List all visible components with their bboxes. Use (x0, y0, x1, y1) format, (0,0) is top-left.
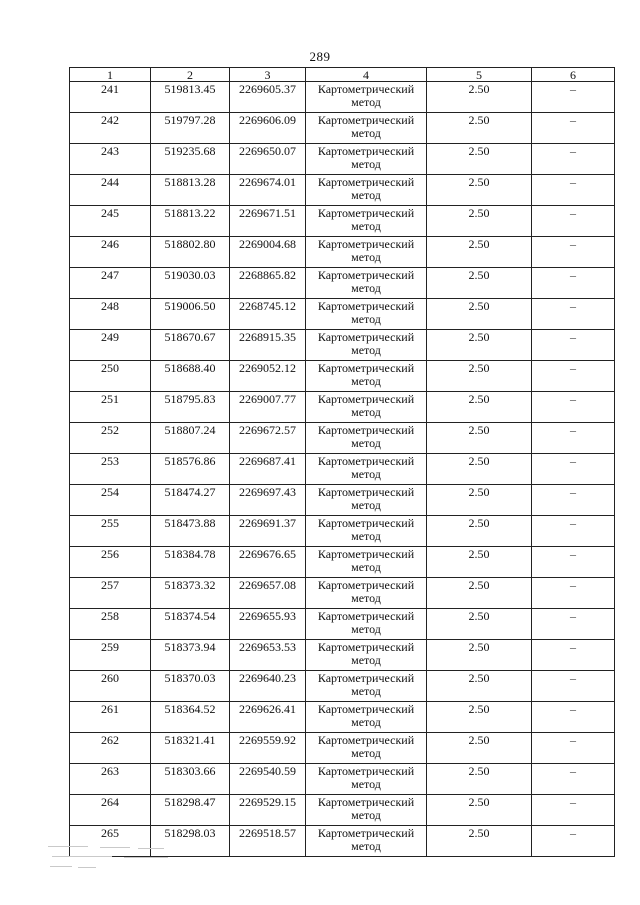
note-cell: – (532, 485, 615, 516)
accuracy-cell: 2.50 (427, 423, 532, 454)
accuracy-cell: 2.50 (427, 764, 532, 795)
point-number-cell: 265 (70, 826, 151, 857)
y-coordinate-cell: 2269687.41 (230, 454, 306, 485)
method-cell: Картометрический метод (306, 547, 427, 578)
point-number-cell: 264 (70, 795, 151, 826)
point-number-cell: 254 (70, 485, 151, 516)
table-row (70, 764, 615, 795)
column-number-row (70, 68, 615, 82)
method-cell: Картометрический метод (306, 423, 427, 454)
accuracy-cell: 2.50 (427, 268, 532, 299)
note-cell: – (532, 392, 615, 423)
table-row (70, 268, 615, 299)
x-coordinate-cell: 519235.68 (151, 144, 230, 175)
method-cell: Картометрический метод (306, 361, 427, 392)
note-cell: – (532, 609, 615, 640)
table-row (70, 330, 615, 361)
x-coordinate-cell: 518373.94 (151, 640, 230, 671)
note-cell: – (532, 144, 615, 175)
note-cell: – (532, 764, 615, 795)
y-coordinate-cell: 2269518.57 (230, 826, 306, 857)
y-coordinate-cell: 2269697.43 (230, 485, 306, 516)
point-number-cell: 241 (70, 82, 151, 113)
x-coordinate-cell: 519813.45 (151, 82, 230, 113)
table-row (70, 113, 615, 144)
column-header-4: 4 (306, 68, 427, 82)
note-cell: – (532, 361, 615, 392)
y-coordinate-cell: 2269657.08 (230, 578, 306, 609)
x-coordinate-cell: 518473.88 (151, 516, 230, 547)
table-body (70, 82, 615, 857)
note-cell: – (532, 702, 615, 733)
method-cell: Картометрический метод (306, 733, 427, 764)
accuracy-cell: 2.50 (427, 702, 532, 733)
accuracy-cell: 2.50 (427, 671, 532, 702)
accuracy-cell: 2.50 (427, 82, 532, 113)
point-number-cell: 258 (70, 609, 151, 640)
note-cell: – (532, 299, 615, 330)
accuracy-cell: 2.50 (427, 175, 532, 206)
note-cell: – (532, 516, 615, 547)
x-coordinate-cell: 518576.86 (151, 454, 230, 485)
x-coordinate-cell: 518474.27 (151, 485, 230, 516)
x-coordinate-cell: 518688.40 (151, 361, 230, 392)
method-cell: Картометрический метод (306, 113, 427, 144)
table-row (70, 547, 615, 578)
note-cell: – (532, 826, 615, 857)
x-coordinate-cell: 518384.78 (151, 547, 230, 578)
point-number-cell: 261 (70, 702, 151, 733)
point-number-cell: 260 (70, 671, 151, 702)
x-coordinate-cell: 518813.28 (151, 175, 230, 206)
point-number-cell: 242 (70, 113, 151, 144)
y-coordinate-cell: 2269674.01 (230, 175, 306, 206)
column-header-5: 5 (427, 68, 532, 82)
method-cell: Картометрический метод (306, 764, 427, 795)
accuracy-cell: 2.50 (427, 206, 532, 237)
page-number: 289 (309, 49, 331, 64)
y-coordinate-cell: 2269559.92 (230, 733, 306, 764)
scan-artifact (48, 840, 198, 880)
y-coordinate-cell: 2269540.59 (230, 764, 306, 795)
y-coordinate-cell: 2269655.93 (230, 609, 306, 640)
method-cell: Картометрический метод (306, 516, 427, 547)
note-cell: – (532, 82, 615, 113)
method-cell: Картометрический метод (306, 392, 427, 423)
column-header-6: 6 (532, 68, 615, 82)
method-cell: Картометрический метод (306, 609, 427, 640)
table-row (70, 206, 615, 237)
accuracy-cell: 2.50 (427, 299, 532, 330)
accuracy-cell: 2.50 (427, 578, 532, 609)
x-coordinate-cell: 518802.80 (151, 237, 230, 268)
point-number-cell: 252 (70, 423, 151, 454)
table-row (70, 392, 615, 423)
accuracy-cell: 2.50 (427, 330, 532, 361)
note-cell: – (532, 671, 615, 702)
point-number-cell: 257 (70, 578, 151, 609)
table-row (70, 144, 615, 175)
table-row (70, 485, 615, 516)
x-coordinate-cell: 518298.03 (151, 826, 230, 857)
note-cell: – (532, 268, 615, 299)
point-number-cell: 253 (70, 454, 151, 485)
y-coordinate-cell: 2268865.82 (230, 268, 306, 299)
accuracy-cell: 2.50 (427, 609, 532, 640)
coordinates-table (69, 67, 615, 857)
method-cell: Картометрический метод (306, 454, 427, 485)
y-coordinate-cell: 2269653.53 (230, 640, 306, 671)
accuracy-cell: 2.50 (427, 516, 532, 547)
table-row (70, 733, 615, 764)
point-number-cell: 243 (70, 144, 151, 175)
table-row (70, 454, 615, 485)
table-row (70, 578, 615, 609)
method-cell: Картометрический метод (306, 671, 427, 702)
column-header-2: 2 (151, 68, 230, 82)
method-cell: Картометрический метод (306, 702, 427, 733)
accuracy-cell: 2.50 (427, 485, 532, 516)
accuracy-cell: 2.50 (427, 733, 532, 764)
point-number-cell: 249 (70, 330, 151, 361)
method-cell: Картометрический метод (306, 795, 427, 826)
method-cell: Картометрический метод (306, 175, 427, 206)
note-cell: – (532, 795, 615, 826)
table-row (70, 175, 615, 206)
x-coordinate-cell: 518370.03 (151, 671, 230, 702)
x-coordinate-cell: 518298.47 (151, 795, 230, 826)
table-row (70, 82, 615, 113)
x-coordinate-cell: 518364.52 (151, 702, 230, 733)
point-number-cell: 245 (70, 206, 151, 237)
x-coordinate-cell: 519797.28 (151, 113, 230, 144)
method-cell: Картометрический метод (306, 578, 427, 609)
table-row (70, 795, 615, 826)
x-coordinate-cell: 518374.54 (151, 609, 230, 640)
note-cell: – (532, 733, 615, 764)
table-row (70, 640, 615, 671)
table-row (70, 671, 615, 702)
x-coordinate-cell: 518670.67 (151, 330, 230, 361)
y-coordinate-cell: 2269606.09 (230, 113, 306, 144)
x-coordinate-cell: 518321.41 (151, 733, 230, 764)
note-cell: – (532, 454, 615, 485)
point-number-cell: 255 (70, 516, 151, 547)
point-number-cell: 262 (70, 733, 151, 764)
y-coordinate-cell: 2269640.23 (230, 671, 306, 702)
accuracy-cell: 2.50 (427, 144, 532, 175)
y-coordinate-cell: 2269007.77 (230, 392, 306, 423)
x-coordinate-cell: 518373.32 (151, 578, 230, 609)
method-cell: Картометрический метод (306, 330, 427, 361)
accuracy-cell: 2.50 (427, 454, 532, 485)
point-number-cell: 263 (70, 764, 151, 795)
y-coordinate-cell: 2269672.57 (230, 423, 306, 454)
table-row (70, 423, 615, 454)
note-cell: – (532, 423, 615, 454)
y-coordinate-cell: 2269605.37 (230, 82, 306, 113)
accuracy-cell: 2.50 (427, 640, 532, 671)
x-coordinate-cell: 519006.50 (151, 299, 230, 330)
note-cell: – (532, 330, 615, 361)
x-coordinate-cell: 518795.83 (151, 392, 230, 423)
accuracy-cell: 2.50 (427, 113, 532, 144)
note-cell: – (532, 206, 615, 237)
y-coordinate-cell: 2269650.07 (230, 144, 306, 175)
y-coordinate-cell: 2269671.51 (230, 206, 306, 237)
method-cell: Картометрический метод (306, 826, 427, 857)
point-number-cell: 250 (70, 361, 151, 392)
accuracy-cell: 2.50 (427, 795, 532, 826)
x-coordinate-cell: 518813.22 (151, 206, 230, 237)
table-row (70, 299, 615, 330)
y-coordinate-cell: 2269004.68 (230, 237, 306, 268)
note-cell: – (532, 175, 615, 206)
column-header-3: 3 (230, 68, 306, 82)
table-row (70, 237, 615, 268)
method-cell: Картометрический метод (306, 268, 427, 299)
note-cell: – (532, 578, 615, 609)
point-number-cell: 247 (70, 268, 151, 299)
x-coordinate-cell: 519030.03 (151, 268, 230, 299)
x-coordinate-cell: 518807.24 (151, 423, 230, 454)
point-number-cell: 248 (70, 299, 151, 330)
y-coordinate-cell: 2269691.37 (230, 516, 306, 547)
point-number-cell: 259 (70, 640, 151, 671)
y-coordinate-cell: 2269676.65 (230, 547, 306, 578)
method-cell: Картометрический метод (306, 144, 427, 175)
y-coordinate-cell: 2268745.12 (230, 299, 306, 330)
table-row (70, 609, 615, 640)
note-cell: – (532, 547, 615, 578)
accuracy-cell: 2.50 (427, 826, 532, 857)
table-row (70, 702, 615, 733)
method-cell: Картометрический метод (306, 640, 427, 671)
column-header-1: 1 (70, 68, 151, 82)
point-number-cell: 256 (70, 547, 151, 578)
table-row (70, 361, 615, 392)
method-cell: Картометрический метод (306, 485, 427, 516)
method-cell: Картометрический метод (306, 237, 427, 268)
y-coordinate-cell: 2268915.35 (230, 330, 306, 361)
note-cell: – (532, 113, 615, 144)
method-cell: Картометрический метод (306, 206, 427, 237)
point-number-cell: 246 (70, 237, 151, 268)
y-coordinate-cell: 2269626.41 (230, 702, 306, 733)
y-coordinate-cell: 2269529.15 (230, 795, 306, 826)
note-cell: – (532, 640, 615, 671)
table-row (70, 516, 615, 547)
accuracy-cell: 2.50 (427, 361, 532, 392)
method-cell: Картометрический метод (306, 299, 427, 330)
point-number-cell: 251 (70, 392, 151, 423)
note-cell: – (532, 237, 615, 268)
point-number-cell: 244 (70, 175, 151, 206)
x-coordinate-cell: 518303.66 (151, 764, 230, 795)
accuracy-cell: 2.50 (427, 237, 532, 268)
accuracy-cell: 2.50 (427, 392, 532, 423)
y-coordinate-cell: 2269052.12 (230, 361, 306, 392)
accuracy-cell: 2.50 (427, 547, 532, 578)
method-cell: Картометрический метод (306, 82, 427, 113)
